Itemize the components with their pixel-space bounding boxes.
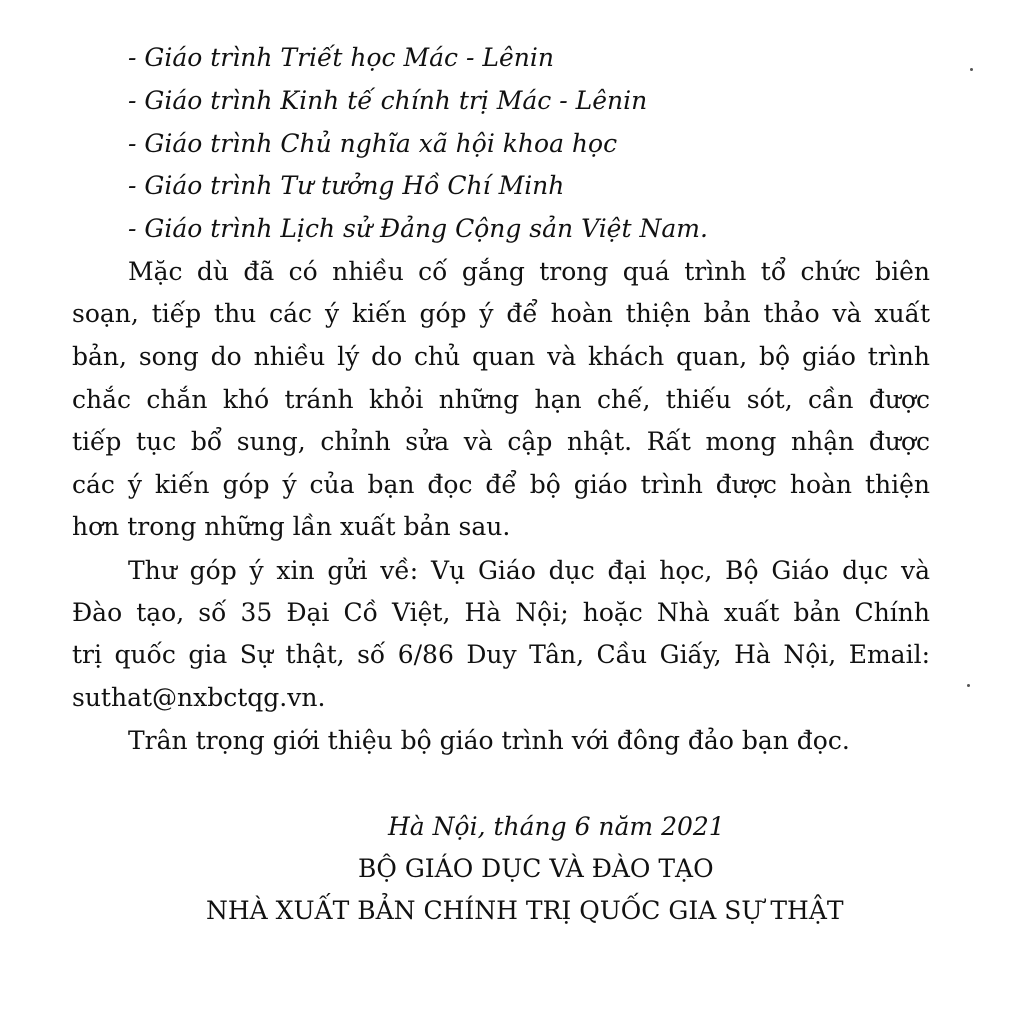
- signature-date: Hà Nội, tháng 6 năm 2021: [388, 812, 725, 841]
- paragraph-line: chắc chắn khó tránh khỏi những hạn chế, thiếu sót, cần được: [72, 385, 930, 414]
- paragraph-line: các ý kiến góp ý của bạn đọc để bộ giáo trình được hoàn thiện: [72, 470, 930, 499]
- list-item: - Giáo trình Lịch sử Đảng Cộng sản Việt Nam.: [128, 214, 708, 243]
- paragraph-line: soạn, tiếp thu các ý kiến góp ý để hoàn thiện bản thảo và xuất: [72, 299, 930, 328]
- signature-org-ministry: BỘ GIÁO DỤC VÀ ĐÀO TẠO: [358, 854, 714, 883]
- list-item: - Giáo trình Kinh tế chính trị Mác - Lênin: [128, 86, 648, 115]
- paragraph-line: Mặc dù đã có nhiều cố gắng trong quá trình tổ chức biên: [128, 257, 930, 286]
- paragraph-line: Thư góp ý xin gửi về: Vụ Giáo dục đại học, Bộ Giáo dục và: [128, 556, 930, 585]
- paragraph-line: hơn trong những lần xuất bản sau.: [72, 512, 511, 541]
- list-item: - Giáo trình Tư tưởng Hồ Chí Minh: [128, 171, 565, 200]
- email-line: suthat@nxbctqg.vn.: [72, 683, 326, 712]
- paragraph-line: trị quốc gia Sự thật, số 6/86 Duy Tân, Cầu Giấy, Hà Nội, Email:: [72, 640, 930, 669]
- list-item: - Giáo trình Triết học Mác - Lênin: [128, 43, 554, 72]
- scan-speck: [967, 684, 970, 687]
- paragraph-line: tiếp tục bổ sung, chỉnh sửa và cập nhật. Rất mong nhận được: [72, 427, 930, 456]
- scan-speck: [970, 68, 973, 71]
- paragraph-line: bản, song do nhiều lý do chủ quan và khách quan, bộ giáo trình: [72, 342, 930, 371]
- closing-paragraph: Trân trọng giới thiệu bộ giáo trình với đông đảo bạn đọc.: [128, 726, 850, 755]
- list-item: - Giáo trình Chủ nghĩa xã hội khoa học: [128, 129, 618, 158]
- paragraph-line: Đào tạo, số 35 Đại Cồ Việt, Hà Nội; hoặc Nhà xuất bản Chính: [72, 598, 930, 627]
- signature-org-publisher: NHÀ XUẤT BẢN CHÍNH TRỊ QUỐC GIA SỰ THẬT: [206, 896, 844, 925]
